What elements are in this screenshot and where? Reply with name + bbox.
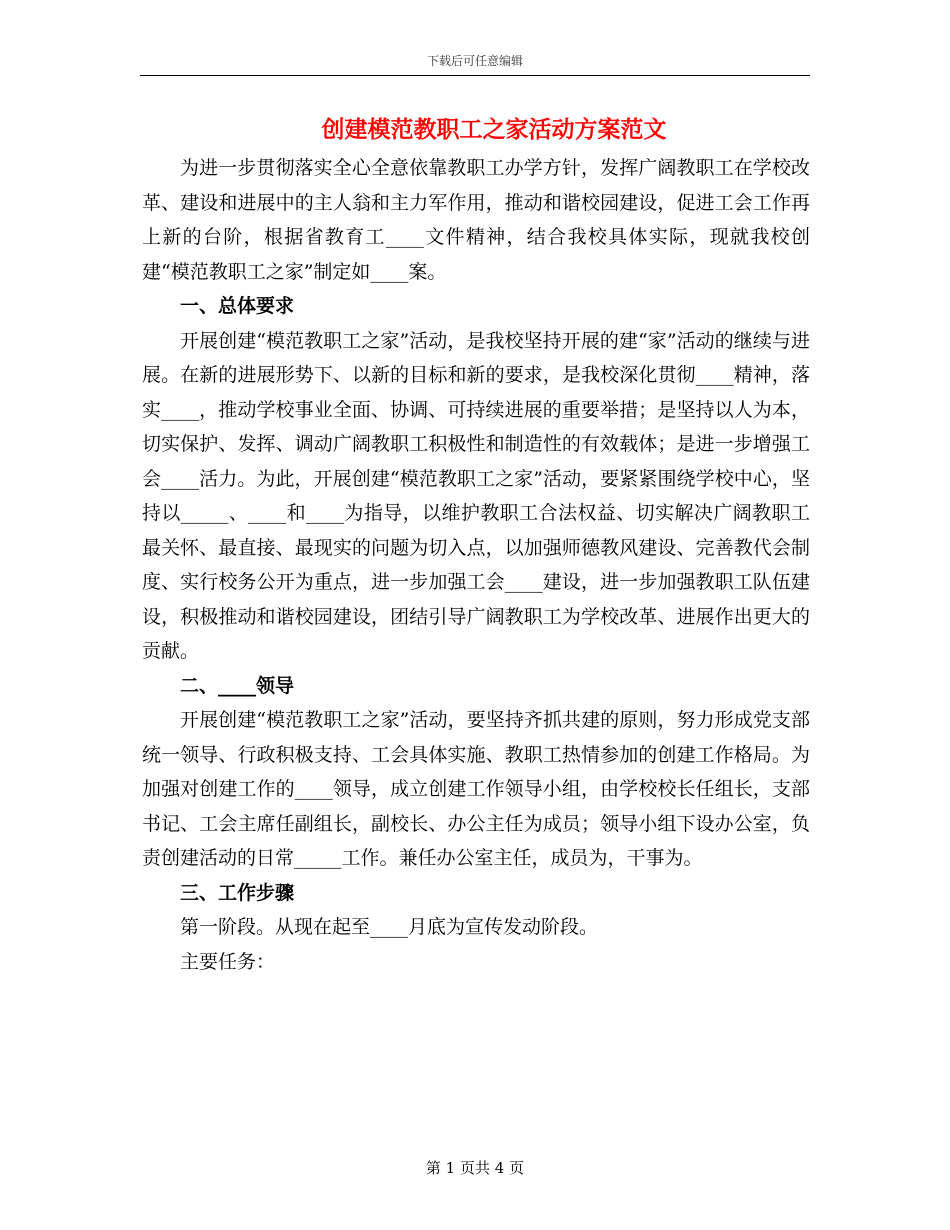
section-body-leadership: 开展创建“模范教职工之家”活动，要坚持齐抓共建的原则，努力形成党支部统一领导、行政积极支持、工会具体实施、教职工热情参加的创建工作格局。为加强对创建工作的____领导，成立创建工作领导小组，由学校校长任组长，支部书记、工会主席任副组长，副校长、办公主任为成员；领导小组下设办公室，负责创建活动的日常_____工作。兼任办公室主任，成员为，干事为。	[142, 709, 810, 869]
section-heading-leadership: 二、____领导	[180, 674, 295, 697]
document-body	[142, 113, 810, 979]
document-title: 创建模范教职工之家活动方案范文	[321, 116, 667, 143]
header-note: 下载后可任意编辑	[426, 54, 523, 68]
intro-paragraph: 为进一步贯彻落实全心全意依靠教职工办学方针，发挥广阔教职工在学校改革、建设和进展中的主人翁和主力军作用，推动和谐校园建设，促进工会工作再上新的台阶，根据省教育工____文件精神，结合我校具体实际，现就我校创建“模范教职工之家”制定如____案。	[142, 157, 810, 283]
section-heading-general-requirements: 一、总体要求	[180, 295, 295, 317]
page-number: 第 1 页共 4 页	[425, 1159, 525, 1177]
header-divider	[140, 75, 810, 76]
stage-one-paragraph: 第一阶段。从现在起至____月底为宣传发动阶段。	[180, 916, 599, 938]
main-tasks-label: 主要任务：	[180, 950, 276, 973]
section-body-general-requirements: 开展创建“模范教职工之家”活动，是我校坚持开展的建“家”活动的继续与进展。在新的进展形势下、以新的目标和新的要求，是我校深化贯彻____精神，落实____，推动学校事业全面、协调、可持续进展的重要举措；是坚持以人为本，切实保护、发挥、调动广阔教职工积极性和制造性的有效载体；是进一步增强工会____活力。为此，开展创建“模范教职工之家”活动，要紧紧围绕学校中心，坚持以_____、____和____为指导，以维护教职工合法权益、切实解决广阔教职工最关怀、最直接、最现实的问题为切入点，以加强师德教风建设、完善教代会制度、实行校务公开为重点，进一步加强工会____建设，进一步加强教职工队伍建设，积极推动和谐校园建设，团结引导广阔教职工为学校改革、进展作出更大的贡献。	[142, 329, 810, 662]
section-heading-work-steps: 三、工作步骤	[180, 881, 295, 904]
